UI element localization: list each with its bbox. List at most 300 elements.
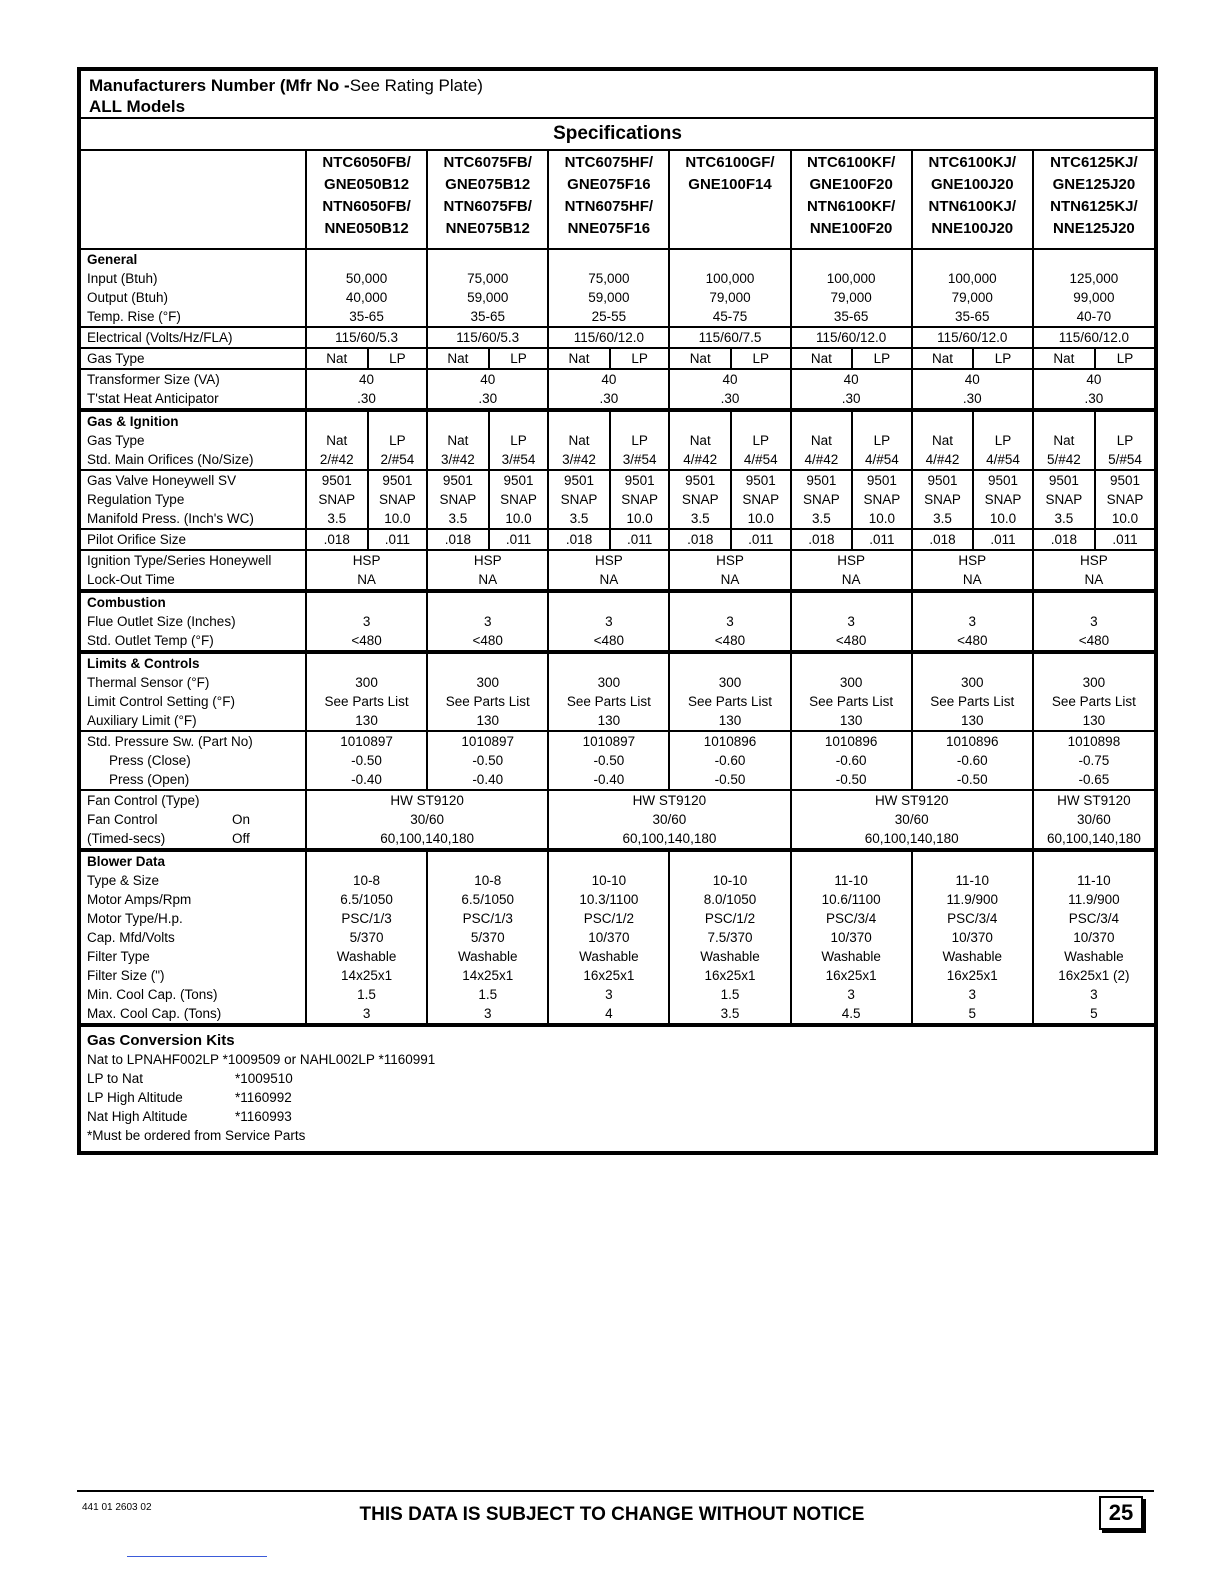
value: LP xyxy=(1116,351,1134,366)
value: 100,000 xyxy=(705,271,755,286)
value: 10.0 xyxy=(505,511,532,526)
document-number: 441 01 2603 02 xyxy=(82,1502,152,1513)
value: Nat xyxy=(326,433,348,448)
field-label: Pilot Orifice Size xyxy=(87,532,187,547)
value: NA xyxy=(841,572,861,587)
value: SNAP xyxy=(439,492,477,507)
value: 9501 xyxy=(503,473,534,488)
value: LP xyxy=(873,433,891,448)
value-cell xyxy=(427,850,548,1025)
value: 1010898 xyxy=(1067,734,1121,749)
model-number: NTC6100KF/ xyxy=(806,154,896,171)
lp-column xyxy=(851,530,911,549)
value-cell xyxy=(427,731,548,790)
value: 16x25x1 (2) xyxy=(1058,968,1130,983)
value-cell xyxy=(912,369,1033,410)
value: 10.6/1100 xyxy=(821,892,881,907)
model-cell xyxy=(1033,151,1154,249)
value: .018 xyxy=(565,532,593,547)
blank-line xyxy=(428,852,547,871)
lp-column xyxy=(609,349,669,368)
lp-column xyxy=(488,530,548,549)
nat-lp-pair xyxy=(670,471,789,528)
value: PSC/1/3 xyxy=(462,911,513,926)
lp-column xyxy=(851,471,911,528)
nat-column xyxy=(549,412,609,469)
nat-column xyxy=(670,530,730,549)
model-number: NTN6075HF/ xyxy=(564,198,654,215)
blank-line xyxy=(670,412,730,431)
value-cell xyxy=(427,591,548,652)
value: 10.0 xyxy=(626,511,653,526)
blank-line xyxy=(1096,412,1154,431)
value: 3.5 xyxy=(933,511,952,526)
value: 40 xyxy=(359,372,375,387)
value: 4/#42 xyxy=(804,452,839,467)
split-cell xyxy=(548,529,669,550)
nat-column xyxy=(792,530,852,549)
conversion-key: LP High Altitude xyxy=(87,1090,183,1105)
value: 9501 xyxy=(382,473,413,488)
value-cell xyxy=(912,731,1033,790)
value-cell xyxy=(1033,790,1154,850)
value-cell xyxy=(791,731,912,790)
nat-lp-pair xyxy=(913,471,1032,528)
lp-column xyxy=(609,471,669,528)
split-cell xyxy=(306,348,427,369)
blank-line xyxy=(307,250,426,269)
value: 35-65 xyxy=(470,309,505,324)
value: <480 xyxy=(1078,633,1110,648)
blank-line xyxy=(369,412,427,431)
lp-column xyxy=(367,530,427,549)
row-label xyxy=(81,529,306,550)
gas-ignition-row xyxy=(81,410,1154,470)
value: 40 xyxy=(964,372,980,387)
value: 2/#54 xyxy=(380,452,415,467)
model-number: NTC6100GF/ xyxy=(685,154,775,171)
model-number: NTN6100KF/ xyxy=(806,198,896,215)
value: 100,000 xyxy=(947,271,997,286)
value: 5/#54 xyxy=(1108,452,1142,467)
value-cell xyxy=(912,327,1033,348)
value-cell xyxy=(427,550,548,591)
title-line-1 xyxy=(89,75,1146,96)
row-label xyxy=(81,348,306,369)
value: HSP xyxy=(594,553,623,568)
blank-line xyxy=(792,654,911,673)
value: 59,000 xyxy=(467,290,509,305)
value: LP xyxy=(631,351,648,366)
value-cell xyxy=(548,249,669,327)
value: Nat xyxy=(447,351,469,366)
row-label xyxy=(81,550,306,591)
value: SNAP xyxy=(863,492,901,507)
value-cell xyxy=(669,369,790,410)
field-label: Min. Cool Cap. (Tons) xyxy=(87,987,218,1002)
split-cell xyxy=(1033,348,1154,369)
value: 25-55 xyxy=(591,309,627,324)
value: 16x25x1 xyxy=(825,968,877,983)
lp-column xyxy=(367,471,427,528)
value: 60,100,140,180 xyxy=(864,831,959,846)
nat-lp-pair xyxy=(307,349,426,368)
field-label: Ignition Type/Series Honeywell xyxy=(87,553,272,568)
nat-column xyxy=(670,471,730,528)
value: SNAP xyxy=(318,492,356,507)
model-cell xyxy=(548,151,669,249)
value: See Parts List xyxy=(687,694,773,709)
value: 6.5/1050 xyxy=(461,892,514,907)
value: -0.60 xyxy=(956,753,988,768)
value: 14x25x1 xyxy=(462,968,514,983)
value: See Parts List xyxy=(324,694,409,709)
electrical-row xyxy=(81,327,1154,348)
value-cell xyxy=(1033,850,1154,1025)
split-cell xyxy=(548,410,669,470)
value: .011 xyxy=(1112,532,1138,547)
row-label xyxy=(81,591,306,652)
specifications-heading: Specifications xyxy=(81,119,1154,151)
nat-lp-pair xyxy=(549,349,668,368)
nat-column xyxy=(549,349,609,368)
row-label xyxy=(81,249,306,327)
model-number: NTN6050FB/ xyxy=(322,198,411,215)
nat-lp-pair xyxy=(549,471,668,528)
split-cell xyxy=(1033,529,1154,550)
value-cell xyxy=(306,369,427,410)
value: 75,000 xyxy=(588,271,630,286)
model-cell xyxy=(306,151,427,249)
section-heading: Gas & Ignition xyxy=(87,414,179,429)
model-header-row xyxy=(81,151,1154,249)
lp-column xyxy=(972,530,1032,549)
value: -0.50 xyxy=(351,753,382,768)
value: 10/370 xyxy=(1073,930,1115,945)
section-heading: General xyxy=(87,252,138,267)
value: PSC/1/3 xyxy=(341,911,392,926)
value: 300 xyxy=(961,675,984,690)
blank-line xyxy=(913,412,973,431)
value: 60,100,140,180 xyxy=(622,831,717,846)
value: 3.5 xyxy=(690,511,710,526)
nat-column xyxy=(428,349,488,368)
conversion-value: *1160993 xyxy=(235,1109,292,1124)
value: 130 xyxy=(961,713,984,728)
value: 4/#54 xyxy=(986,452,1020,467)
value: 115/60/5.3 xyxy=(456,330,520,345)
value: 3.5 xyxy=(569,511,589,526)
blank-line xyxy=(913,250,1032,269)
nat-lp-pair xyxy=(670,412,789,469)
row-label xyxy=(81,850,306,1025)
blank-line xyxy=(428,593,547,612)
row-label xyxy=(81,327,306,348)
value: NA xyxy=(478,572,498,587)
lp-column xyxy=(730,349,790,368)
value: 50,000 xyxy=(345,271,388,286)
value: .011 xyxy=(505,532,532,547)
value: <480 xyxy=(957,633,988,648)
value: LP xyxy=(752,351,770,366)
value: HSP xyxy=(958,553,987,568)
value: Nat xyxy=(1053,433,1075,448)
section-heading: Limits & Controls xyxy=(87,656,200,671)
value: 10/370 xyxy=(588,930,630,945)
value: 3 xyxy=(605,987,613,1002)
field-label: T'stat Heat Anticipator xyxy=(87,391,219,406)
value: 40,000 xyxy=(345,290,388,305)
nat-lp-pair xyxy=(549,530,668,549)
field-label-row xyxy=(87,829,305,848)
value: NA xyxy=(720,572,740,587)
title-block xyxy=(81,71,1154,119)
value: LP xyxy=(1116,433,1134,448)
value-cell xyxy=(306,591,427,652)
value: -0.65 xyxy=(1078,772,1110,787)
conversion-row xyxy=(87,1088,1148,1107)
value-cell xyxy=(548,850,669,1025)
value: 40 xyxy=(722,372,738,387)
lp-column xyxy=(1094,412,1154,469)
blank-line xyxy=(307,593,426,612)
value: 4 xyxy=(605,1006,613,1021)
value: 115/60/12.0 xyxy=(1058,330,1130,345)
model-cell xyxy=(791,151,912,249)
field-label: Motor Amps/Rpm xyxy=(87,892,192,907)
field-label: Transformer Size (VA) xyxy=(87,372,220,387)
model-number: NTC6075FB/ xyxy=(443,154,532,171)
value: LP xyxy=(752,433,770,448)
value: 115/60/12.0 xyxy=(937,330,1008,345)
value: Washable xyxy=(1064,949,1124,964)
value: See Parts List xyxy=(1051,694,1136,709)
value-cell xyxy=(1033,550,1154,591)
value: .30 xyxy=(841,391,861,406)
lp-column xyxy=(367,412,427,469)
value: Washable xyxy=(579,949,639,964)
field-label: Auxiliary Limit (°F) xyxy=(87,713,197,728)
lp-column xyxy=(488,349,548,368)
value: .011 xyxy=(990,532,1016,547)
nat-column xyxy=(1034,349,1094,368)
value: 3 xyxy=(483,614,492,629)
field-sublabel: Off xyxy=(232,831,250,846)
blank-line xyxy=(670,250,789,269)
split-cell xyxy=(912,529,1033,550)
value-cell xyxy=(306,327,427,348)
value-cell xyxy=(427,327,548,348)
value-cell xyxy=(791,550,912,591)
row-label xyxy=(81,470,306,529)
row-label xyxy=(81,369,306,410)
lp-column xyxy=(1094,349,1154,368)
value: Nat xyxy=(810,433,832,448)
value: 10-8 xyxy=(474,873,502,888)
value-cell xyxy=(669,550,790,591)
value-cell xyxy=(548,550,669,591)
model-number: NTC6050FB/ xyxy=(322,154,411,171)
field-label: Cap. Mfd/Volts xyxy=(87,930,175,945)
value: Nat xyxy=(1053,351,1075,366)
model-number: NTN6100KJ/ xyxy=(928,198,1017,215)
value: Nat xyxy=(810,351,832,366)
value: SNAP xyxy=(560,492,598,507)
value: 9501 xyxy=(806,473,837,488)
value: 3/#42 xyxy=(562,452,596,467)
lp-column xyxy=(1094,530,1154,549)
value: 16x25x1 xyxy=(946,968,998,983)
value: LP xyxy=(994,433,1012,448)
blank-line xyxy=(913,852,1032,871)
value: 79,000 xyxy=(709,290,751,305)
nat-lp-pair xyxy=(428,412,547,469)
value-cell xyxy=(1033,591,1154,652)
value: 130 xyxy=(1082,713,1106,728)
lp-column xyxy=(730,471,790,528)
value: 79,000 xyxy=(951,290,993,305)
value: 60,100,140,180 xyxy=(1047,831,1141,846)
value: 4/#42 xyxy=(683,452,718,467)
blank-line xyxy=(428,654,547,673)
blank-line xyxy=(549,412,609,431)
value-cell xyxy=(791,790,1033,850)
value-cell xyxy=(1033,369,1154,410)
nat-lp-pair xyxy=(1034,530,1154,549)
value: .018 xyxy=(1050,532,1078,547)
value: Washable xyxy=(457,949,518,964)
value: 300 xyxy=(597,675,621,690)
blank-line xyxy=(913,593,1032,612)
value-cell xyxy=(669,731,790,790)
blank-line xyxy=(792,593,911,612)
value: .30 xyxy=(1084,391,1104,406)
value: Nat xyxy=(689,433,711,448)
value: 100,000 xyxy=(826,271,876,286)
value: Washable xyxy=(821,949,881,964)
field-label: Std. Outlet Temp (°F) xyxy=(87,633,214,648)
model-number: NNE075F16 xyxy=(567,220,651,237)
split-cell xyxy=(306,410,427,470)
value: 10.3/1100 xyxy=(579,892,639,907)
nat-column xyxy=(549,471,609,528)
blank-line xyxy=(792,412,852,431)
nat-lp-pair xyxy=(792,530,911,549)
value-cell xyxy=(306,249,427,327)
value: 1010897 xyxy=(461,734,514,749)
value: 40-70 xyxy=(1076,309,1112,324)
value: 10.0 xyxy=(989,511,1017,526)
lp-column xyxy=(730,530,790,549)
value: 9501 xyxy=(745,473,776,488)
value: SNAP xyxy=(681,492,719,507)
value: 10-10 xyxy=(591,873,627,888)
blank-line xyxy=(1034,852,1154,871)
field-label: Regulation Type xyxy=(87,492,185,507)
nat-lp-pair xyxy=(670,349,789,368)
value-cell xyxy=(912,249,1033,327)
title-mfr-label: Manufacturers Number (Mfr No - xyxy=(89,76,350,95)
lp-column xyxy=(851,412,911,469)
blower-row xyxy=(81,850,1154,1025)
ignition-row xyxy=(81,550,1154,591)
value: <480 xyxy=(472,633,503,648)
field-label: Fan Control (Type) xyxy=(87,793,200,808)
split-cell xyxy=(1033,470,1154,529)
value: See Parts List xyxy=(809,694,894,709)
nat-column xyxy=(792,349,852,368)
link-underline xyxy=(127,1556,267,1557)
value: 9501 xyxy=(442,473,473,488)
value-cell xyxy=(912,550,1033,591)
field-label: Electrical (Volts/Hz/FLA) xyxy=(87,330,233,345)
field-label: Manifold Press. (Inch's WC) xyxy=(87,511,254,526)
limits-row xyxy=(81,652,1154,731)
nat-column xyxy=(792,412,852,469)
value: LP xyxy=(510,433,527,448)
nat-lp-pair xyxy=(428,349,547,368)
lp-column xyxy=(972,471,1032,528)
value: 3.5 xyxy=(327,511,347,526)
field-label: Max. Cool Cap. (Tons) xyxy=(87,1006,222,1021)
value: Nat xyxy=(568,433,590,448)
value: 9501 xyxy=(1109,473,1140,488)
value: 30/60 xyxy=(652,812,687,827)
split-cell xyxy=(1033,410,1154,470)
value: 9501 xyxy=(1048,473,1079,488)
value: 30/60 xyxy=(410,812,445,827)
split-cell xyxy=(912,348,1033,369)
value: HW ST9120 xyxy=(874,793,949,808)
model-number: NTC6075HF/ xyxy=(564,154,654,171)
field-label: Thermal Sensor (°F) xyxy=(87,675,210,690)
value-cell xyxy=(791,850,912,1025)
value: 9501 xyxy=(624,473,655,488)
value: LP xyxy=(873,351,891,366)
value: 10.0 xyxy=(868,511,896,526)
model-number: NTN6075FB/ xyxy=(443,198,532,215)
nat-lp-pair xyxy=(428,530,547,549)
value: 10.0 xyxy=(1111,511,1139,526)
split-cell xyxy=(427,348,548,369)
model-number: NTN6125KJ/ xyxy=(1050,198,1138,215)
value: 3 xyxy=(362,1006,371,1021)
value: 16x25x1 xyxy=(583,968,635,983)
model-number: NTC6100KJ/ xyxy=(928,154,1017,171)
combustion-row xyxy=(81,591,1154,652)
nat-lp-pair xyxy=(307,412,426,469)
value: 115/60/7.5 xyxy=(698,330,762,345)
value: 30/60 xyxy=(1077,812,1111,827)
value: 9501 xyxy=(866,473,897,488)
field-label: Lock-Out Time xyxy=(87,572,175,587)
value-cell xyxy=(791,327,912,348)
lp-column xyxy=(972,412,1032,469)
value-cell xyxy=(1033,327,1154,348)
value: 115/60/5.3 xyxy=(335,330,398,345)
value: SNAP xyxy=(621,492,658,507)
nat-lp-pair xyxy=(1034,349,1154,368)
value-cell xyxy=(306,850,427,1025)
value: 99,000 xyxy=(1073,290,1115,305)
value: -0.50 xyxy=(472,753,504,768)
value-cell xyxy=(306,652,427,731)
nat-lp-pair xyxy=(307,530,426,549)
nat-lp-pair xyxy=(913,349,1032,368)
value: 1010896 xyxy=(824,734,878,749)
value: -0.40 xyxy=(351,772,382,787)
value: 10/370 xyxy=(951,930,993,945)
